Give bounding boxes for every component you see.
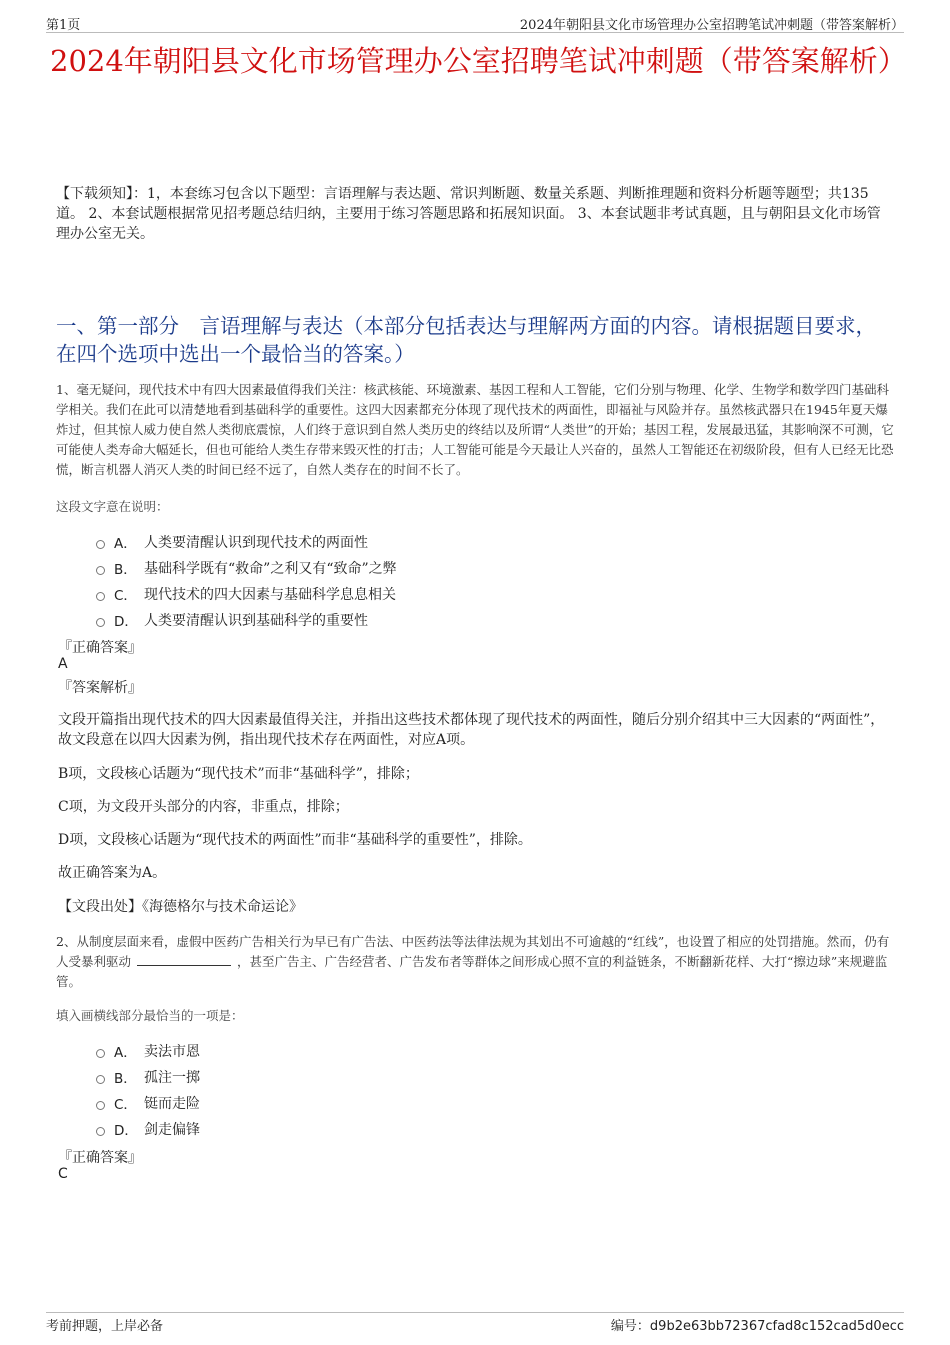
radio-icon[interactable] — [96, 566, 105, 575]
radio-icon[interactable] — [96, 1075, 105, 1084]
question-2-text-before: 2、从制度层面来看，虚假中医药广告相关行为早已有广告法、中医药法等法律法规为其划出不可逾越的“红线”，也设置了相应的处罚措施。然而，仍有人受暴利驱动 — [56, 934, 890, 969]
analysis-paragraph: B项，文段核心话题为“现代技术”而非“基础科学”，排除； — [58, 766, 419, 782]
question-1-options — [96, 529, 397, 633]
option-text: 铤而走险 — [144, 1096, 200, 1112]
option-letter: C． — [114, 588, 137, 604]
option-a[interactable] — [96, 529, 397, 555]
option-b[interactable] — [96, 1064, 200, 1090]
option-text: 剑走偏锋 — [144, 1122, 200, 1138]
footer-code-label: 编号： — [610, 1319, 650, 1334]
option-text: 现代技术的四大因素与基础科学息息相关 — [144, 587, 396, 603]
answer-label: 『正确答案』 — [58, 640, 142, 656]
question-2-text-after: ，甚至广告主、广告经营者、广告发布者等群体之间形成心照不宣的利益链条，不断翻新花样、大打“擦边球”来规避监管。 — [56, 954, 888, 989]
section-heading: 一、第一部分 言语理解与表达（本部分包括表达与理解两方面的内容。请根据题目要求，在四个选项中选出一个最恰当的答案。） — [56, 314, 876, 366]
answer-value: C — [58, 1166, 68, 1182]
footer-code-value: d9b2e63bb72367cfad8c152cad5d0ecc — [649, 1319, 904, 1334]
page-number: 第1页 — [46, 18, 81, 33]
radio-icon[interactable] — [96, 1101, 105, 1110]
page-footer — [46, 1312, 904, 1334]
answer-label: 『正确答案』 — [58, 1150, 142, 1166]
option-letter: B． — [114, 1071, 137, 1087]
question-2-options — [96, 1038, 200, 1142]
answer-value: A — [58, 656, 68, 672]
option-text: 人类要清醒认识到现代技术的两面性 — [144, 535, 368, 551]
radio-icon[interactable] — [96, 592, 105, 601]
option-text: 孤注一掷 — [144, 1070, 200, 1086]
option-letter: D． — [114, 1123, 138, 1139]
option-text: 基础科学既有“救命”之利又有“致命”之弊 — [144, 561, 397, 577]
header-doc-title: 2024年朝阳县文化市场管理办公室招聘笔试冲刺题（带答案解析） — [519, 18, 904, 33]
option-d[interactable] — [96, 1116, 200, 1142]
analysis-paragraph: C项，为文段开头部分的内容，非重点，排除； — [58, 799, 349, 815]
analysis-label: 『答案解析』 — [58, 680, 142, 696]
option-b[interactable] — [96, 555, 397, 581]
option-letter: C． — [114, 1097, 137, 1113]
fill-in-blank — [137, 953, 231, 966]
question-1-text: 1、毫无疑问，现代技术中有四大因素最值得我们关注：核武核能、环境激素、基因工程和人工智能，它们分别与物理、化学、生物学和数学四门基础科学相关。我们在此可以清楚地看到基础科学的重要性。这四大因素都充分体现了现代技术的两面性，即福祉与风险并存。虽然核武器只在1945年夏天爆炸过，但其惊人威力使自然人类彻底震惊，人们终于意识到自然人类历史的终结以及所谓“人类世”的开始；基因工程，发展最迅猛，其影响深不可测，它可能使人类寿命大幅延长，但也可能给人类生存带来毁灭性的打击；人工智能可能是今天最让人兴奋的，虽然人工智能还在初级阶段，但有人已经无比恐慌，断言机器人消灭人类的时间已经不远了，自然人类存在的时间不长了。 — [56, 382, 894, 477]
radio-icon[interactable] — [96, 1127, 105, 1136]
option-letter: D． — [114, 614, 138, 630]
option-c[interactable] — [96, 1090, 200, 1116]
radio-icon[interactable] — [96, 1049, 105, 1058]
source-citation: 【文段出处】《海德格尔与技术命运论》 — [58, 899, 303, 915]
option-letter: A． — [114, 536, 137, 552]
download-notice: 【下载须知】：1，本套练习包含以下题型：言语理解与表达题、常识判断题、数量关系题、判断推理题和资料分析题等题型；共135道。 2、本套试题根据常见招考题总结归纳，主要用于练习答题思路和拓展知识面。 3、本套试题非考试真题，且与朝阳县文化市场管理办公室无关。 — [56, 186, 881, 242]
option-letter: A． — [114, 1045, 137, 1061]
question-2-prompt: 填入画横线部分最恰当的一项是： — [56, 1008, 244, 1023]
footer-slogan: 考前押题，上岸必备 — [46, 1319, 164, 1334]
analysis-paragraph: D项，文段核心话题为“现代技术的两面性”而非“基础科学的重要性”，排除。 — [58, 832, 532, 848]
question-1-prompt: 这段文字意在说明： — [56, 499, 169, 514]
question-2-text — [56, 932, 894, 992]
document-title: 2024年朝阳县文化市场管理办公室招聘笔试冲刺题（带答案解析） — [50, 44, 907, 78]
radio-icon[interactable] — [96, 618, 105, 627]
option-d[interactable] — [96, 607, 397, 633]
option-text: 卖法市恩 — [144, 1044, 200, 1060]
option-text: 人类要清醒认识到基础科学的重要性 — [144, 613, 368, 629]
radio-icon[interactable] — [96, 540, 105, 549]
option-a[interactable] — [96, 1038, 200, 1064]
analysis-paragraph: 文段开篇指出现代技术的四大因素最值得关注，并指出这些技术都体现了现代技术的两面性，随后分别介绍其中三大因素的“两面性”，故文段意在以四大因素为例，指出现代技术存在两面性，对应A项。 — [58, 712, 885, 748]
page-header — [46, 14, 904, 33]
analysis-paragraph: 故正确答案为A。 — [58, 865, 167, 881]
option-c[interactable] — [96, 581, 397, 607]
footer-code — [611, 1315, 904, 1334]
option-letter: B． — [114, 562, 137, 578]
